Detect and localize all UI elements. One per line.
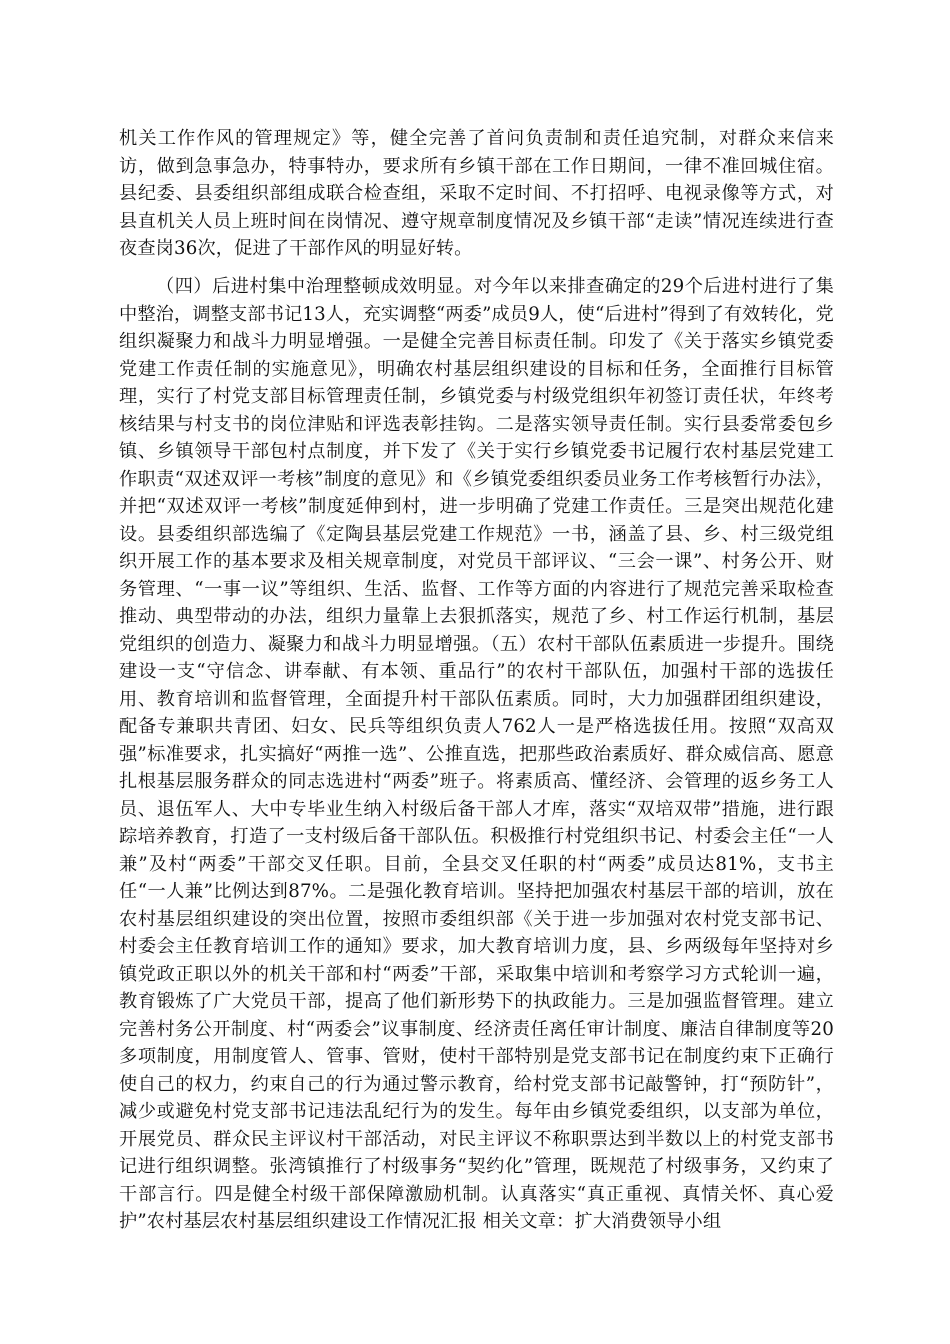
paragraph-work-style: 机关工作作风的管理规定》等，健全完善了首问负责制和责任追究制，对群众来信来访，做到急事急办，特事特办，要求所有乡镇干部在工作日期间，一律不准回城住宿。县纪委、县委组织部组成联合检查组，采取不定时间、不打招呼、电视录像等方式，对县直机关人员上班时间在岗情况、遵守规章制度情况及乡镇干部“走读”情况连续进行查夜查岗36次，促进了干部作风的明显好转。 xyxy=(119,128,834,259)
paragraph-village-rectification: （四）后进村集中治理整顿成效明显。对今年以来排查确定的29个后进村进行了集中整治，调整支部书记13人，充实调整“两委”成员9人，使“后进村”得到了有效转化，党组织凝聚力和战斗力明显增强。一是健全完善目标责任制。印发了《关于落实乡镇党委党建工作责任制的实施意见》，明确农村基层组织建设的目标和任务，全面推行目标管理，实行了村党支部目标管理责任制，乡镇党委与村级党组织年初签订责任状，年终考核结果与村支书的岗位津贴和评选表彰挂钩。二是落实领导责任制。实行县委常委包乡镇、乡镇领导干部包村点制度，并下发了《关于实行乡镇党委书记履行农村基层党建工作职责“双述双评一考核”制度的意见》和《乡镇党委组织委员业务工作考核暂行办法》，并把“双述双评一考核”制度延伸到村，进一步明确了党建工作责任。三是突出规范化建设。县委组织部选编了《定陶县基层党建工作规范》一书，涵盖了县、乡、村三级党组织开展工作的基本要求及相关规章制度，对党员干部评议、“三会一课”、村务公开、财务管理、“一事一议”等组织、生活、监督、工作等方面的内容进行了规范完善采取检查推动、典型带动的办法，组织力量靠上去狠抓落实，规范了乡、村工作运行机制，基层党组织的创造力、凝聚力和战斗力明显增强。（五）农村干部队伍素质进一步提升。围绕建设一支“守信念、讲奉献、有本领、重品行”的农村干部队伍，加强村干部的选拔任用、教育培训和监督管理，全面提升村干部队伍素质。同时，大力加强群团组织建设，配备专兼职共青团、妇女、民兵等组织负责人762人一是严格选拔任用。按照“双高双强”标准要求，扎实搞好“两推一选”、公推直选，把那些政治素质好、群众威信高、愿意扎根基层服务群众的同志选进村“两委”班子。将素质高、懂经济、会管理的返乡务工人员、退伍军人、大中专毕业生纳入村级后备干部人才库，落实“双培双带”措施，进行跟踪培养教育，打造了一支村级后备干部队伍。积极推行村党组织书记、村委会主任“一人兼”及村“两委”干部交叉任职。目前，全县交叉任职的村“两委”成员达81%，支书主任“一人兼”比例达到87%。二是强化教育培训。坚持把加强农村基层干部的培训，放在农村基层组织建设的突出位置，按照市委组织部《关于进一步加强对农村党支部书记、村委会主任教育培训工作的通知》要求，加大教育培训力度，县、乡两级每年坚持对乡镇党政正职以外的机关干部和村“两委”干部，采取集中培训和考察学习方式轮训一遍，教育锻炼了广大党员干部，提高了他们新形势下的执政能力。三是加强监督管理。建立完善村务公开制度、村“两委会”议事制度、经济责任离任审计制度、廉洁自律制度等20多项制度，用制度管人、管事、管财，使村干部特别是党支部书记在制度约束下正确行使自己的权力，约束自己的行为通过警示教育，给村党支部书记敲警钟，打“预防针”，减少或避免村党支部书记违法乱纪行为的发生。每年由乡镇党委组织，以支部为单位，开展党员、群众民主评议村干部活动，对民主评议不称职票达到半数以上的村党支部书记进行组织调整。张湾镇推行了村级事务“契约化”管理，既规范了村级事务，又约束了干部言行。四是健全村级干部保障激励机制。认真落实“真正重视、真情关怀、真心爱护”农村基层农村基层组织建设工作情况汇报 相关文章：扩大消费领导小组 xyxy=(119,276,834,1232)
